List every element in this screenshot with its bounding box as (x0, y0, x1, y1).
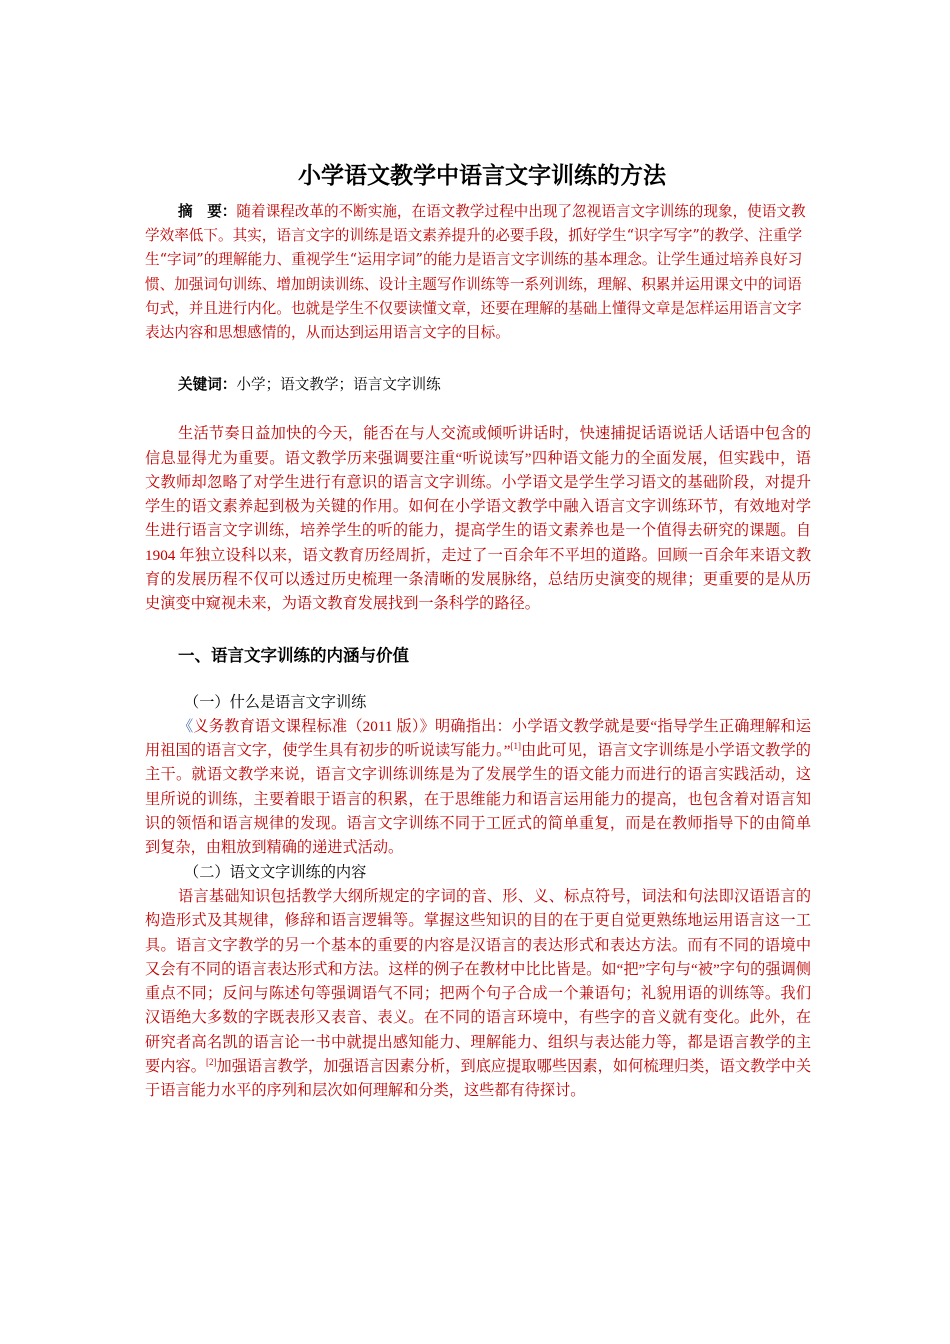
citation-ref-2: [2] (205, 1056, 217, 1067)
subsection-2-text-a: 语言基础知识包括教学大纲所规定的字词的音、形、义、标点符号，词法和句法即汉语语言的构造形式及其规律，修辞和语言逻辑等。掌握这些知识的目的在于更自觉更熟练地运用语言这一工具。语言文字教学的另一个基本的重要的内容是汉语言的表达形式和表达方法。而有不同的语境中又会有不同的语言表达形式和方法。这样的例子在教材中比比皆是。如“把”字句与“被”字句的强调侧重点不同；反问与陈述句等强调语气不同；把两个句子合成一个兼语句；礼貌用语的训练等。我们汉语绝大多数的字既表形又表音、表义。在不同的语言环境中，有些字的音义就有变化。此外，在研究者高名凯的语言论一书中就提出感知能力、理解能力、组织与表达能力等，都是语言教学的主要内容。 (145, 887, 811, 1076)
section-heading: 一、语言文字训练的内涵与价值 (178, 645, 409, 665)
subsection-1-text-b: 由此可见，语言文字训练是小学语文教学的主干。就语文教学来说，语言文字训练训练是为了发展学生的语文能力而进行的语言实践活动，这里所说的训练，主要着眼于语言的积累，在于思维能力和语言运用能力的提高，也包含着对语言知识的领悟和语言规律的发现。语言文字训练不同于工匠式的简单重复，而是在教师指导下的由简单到复杂，由粗放到精确的递进式活动。 (145, 742, 811, 857)
intro-paragraph: 生活节奏日益加快的今天，能否在与人交流或倾听讲话时，快速捕捉话语说话人话语中包含的信息显得尤为重要。语文教学历来强调要注重“听说读写”四种语文能力的全面发展，但实践中，语文教师却忽略了对学生进行有意识的语言文字训练。小学语文是学生学习语文的基础阶段，对提升学生的语文素养起到极为关键的作用。如何在小学语文教学中融入语言文字训练环节，有效地对学生进行语言文字训练，培养学生的听的能力，提高学生的语文素养也是一个值得去研究的课题。自 1904 年独立设科以来，语文教育历经周折，走过了一百余年不平坦的道路。回顾一百余年来语文教育的发展历程不仅可以透过历史梳理一条清晰的发展脉络，总结历史演变的规律；更重要的是从历史演变中窥视未来，为语文教育发展找到一条科学的路径。 (145, 425, 811, 613)
book-title-open-mark: 《 (178, 717, 194, 735)
subsection-heading-2: （二）语文文字训练的内容 (184, 863, 367, 881)
subsection-1-paragraph (145, 715, 811, 861)
subsection-1-text-a: 义务教育语文课程标准（2011 版）》明确指出：小学语文教学就是要“指导学生正确理解和运用祖国的语言文字，使学生具有初步的听说读写能力。” (145, 717, 812, 760)
subsection-2-paragraph (145, 885, 811, 1104)
abstract (145, 200, 811, 345)
citation-ref-1: [1] (510, 741, 521, 752)
subsection-heading-1: （一）什么是语言文字训练 (184, 693, 367, 711)
keywords (145, 373, 811, 397)
abstract-label: 摘 要： (178, 203, 237, 220)
document-title: 小学语文教学中语言文字训练的方法 (298, 163, 666, 189)
abstract-text: 随着课程改革的不断实施，在语文教学过程中出现了忽视语言文字训练的现象，使语文教学效率低下。其实，语言文字的训练是语文素养提升的必要手段，抓好学生“识字写字”的教学、注重学生“字词”的理解能力、重视学生“运用字词”的能力是语言文字训练的基本理念。让学生通过培养良好习惯、加强词句训练、增加朗读训练、设计主题写作训练等一系列训练，理解、积累并运用课文中的词语句式，并且进行内化。也就是学生不仅要读懂文章，还要在理解的基础上懂得文章是怎样运用语言文字表达内容和思想感情的，从而达到运用语言文字的目标。 (145, 203, 806, 342)
keywords-text: 小学；语文教学；语言文字训练 (236, 376, 441, 394)
document-body (145, 160, 811, 1104)
keywords-label: 关键词： (178, 376, 237, 394)
subsection-2-text-b: 加强语言教学，加强语言因素分析，到底应提取哪些因素，如何梳理归类，语文教学中关于语言能力水平的序列和层次如何理解和分类，这些都有待探讨。 (145, 1058, 812, 1100)
